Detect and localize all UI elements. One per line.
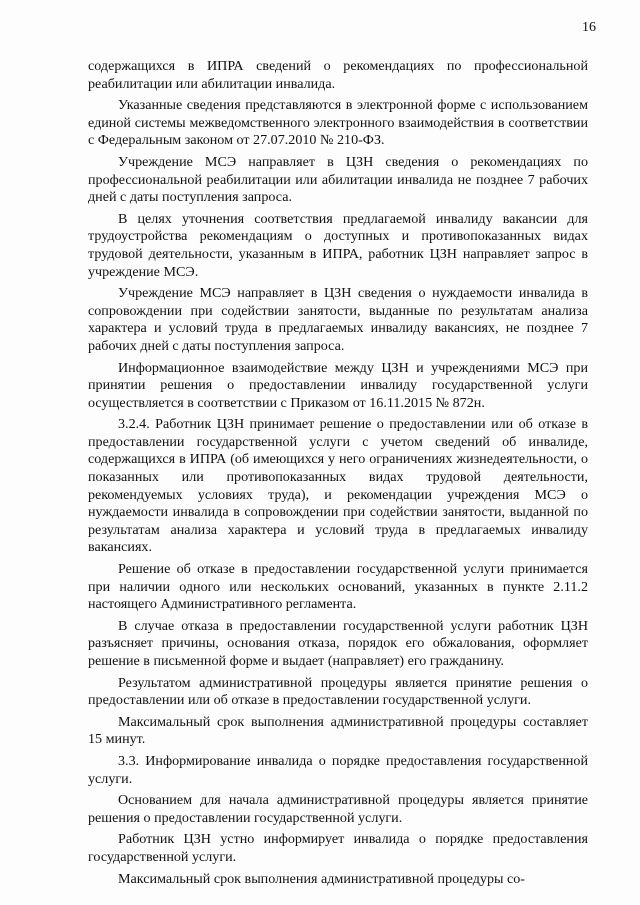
paragraph: Результатом административной процедуры является принятие решения о предоставлении или об отказе в предоставлении государственной услуги. [88, 674, 588, 709]
paragraph: Информационное взаимодействие между ЦЗН и учреждениями МСЭ при принятии решения о предоставлении инвалиду государственной услуги осуществляется в соответствии с Приказом от 16.11.2015 № 872н. [88, 359, 588, 411]
paragraph: В случае отказа в предоставлении государственной услуги работник ЦЗН разъясняет причины, основания отказа, порядок его обжалования, оформляет решение в письменной форме и выдает (направляет) его гражданину. [88, 617, 588, 669]
section-heading: 3.3. Информирование инвалида о порядке предоставления государственной услуги. [88, 752, 588, 787]
paragraph: Максимальный срок выполнения административной процедуры составляет 15 минут. [88, 713, 588, 748]
paragraph: Решение об отказе в предоставлении государственной услуги принимается при наличии одного или нескольких оснований, указанных в пункте 2.11.2 настоящего Административного регламента. [88, 561, 588, 613]
document-body [88, 58, 588, 892]
paragraph: Работник ЦЗН устно информирует инвалида о порядке предоставления государственной услуги. [88, 831, 588, 865]
paragraph: Учреждение МСЭ направляет в ЦЗН сведения о нуждаемости инвалида в сопровождении при содействии занятости, выданные по результатам анализа характера и условий труда в предлагаемых инвалиду вакансиях, не позднее 7 рабочих дней с даты поступления запроса. [88, 285, 588, 354]
paragraph: 3.2.4. Работник ЦЗН принимает решение о предоставлении или об отказе в предоставлении государственной услуги с учетом сведений об инвалиде, содержащихся в ИПРА (об имеющихся у него ограничениях жизнедеятельности, о показанных или противопоказанных видах трудовой деятельности, рекомендуемых условиях труда), и рекомендации учреждения МСЭ о нуждаемости инвалида в сопровождении при содействии занятости, выданной по результатам анализа характера и условий труда в предлагаемых инвалиду вакансиях. [88, 416, 588, 556]
paragraph: Максимальный срок выполнения административной процедуры со- [118, 870, 525, 887]
paragraph: Основанием для начала административной процедуры является принятие решения о предоставлении государственной услуги. [88, 792, 588, 826]
paragraph: Учреждение МСЭ направляет в ЦЗН сведения о рекомендациях по профессиональной реабилитации или абилитации инвалида не позднее 7 рабочих дней с даты поступления запроса. [88, 153, 588, 206]
paragraph: В целях уточнения соответствия предлагаемой инвалиду вакансии для трудоустройства рекомендациям о доступных и противопоказанных видах трудовой деятельности, указанным в ИПРА, работник ЦЗН направляет запрос в учреждение МСЭ. [88, 210, 588, 280]
page-number: 16 [582, 20, 596, 35]
paragraph: содержащихся в ИПРА сведений о рекомендациях по профессиональной реабилитации или абилитации инвалида. [88, 58, 588, 92]
paragraph: Указанные сведения представляются в электронной форме с использованием единой системы межведомственного электронного взаимодействия в соответствии с Федеральным законом от 27.07.2010 № 210-ФЗ. [88, 97, 588, 149]
